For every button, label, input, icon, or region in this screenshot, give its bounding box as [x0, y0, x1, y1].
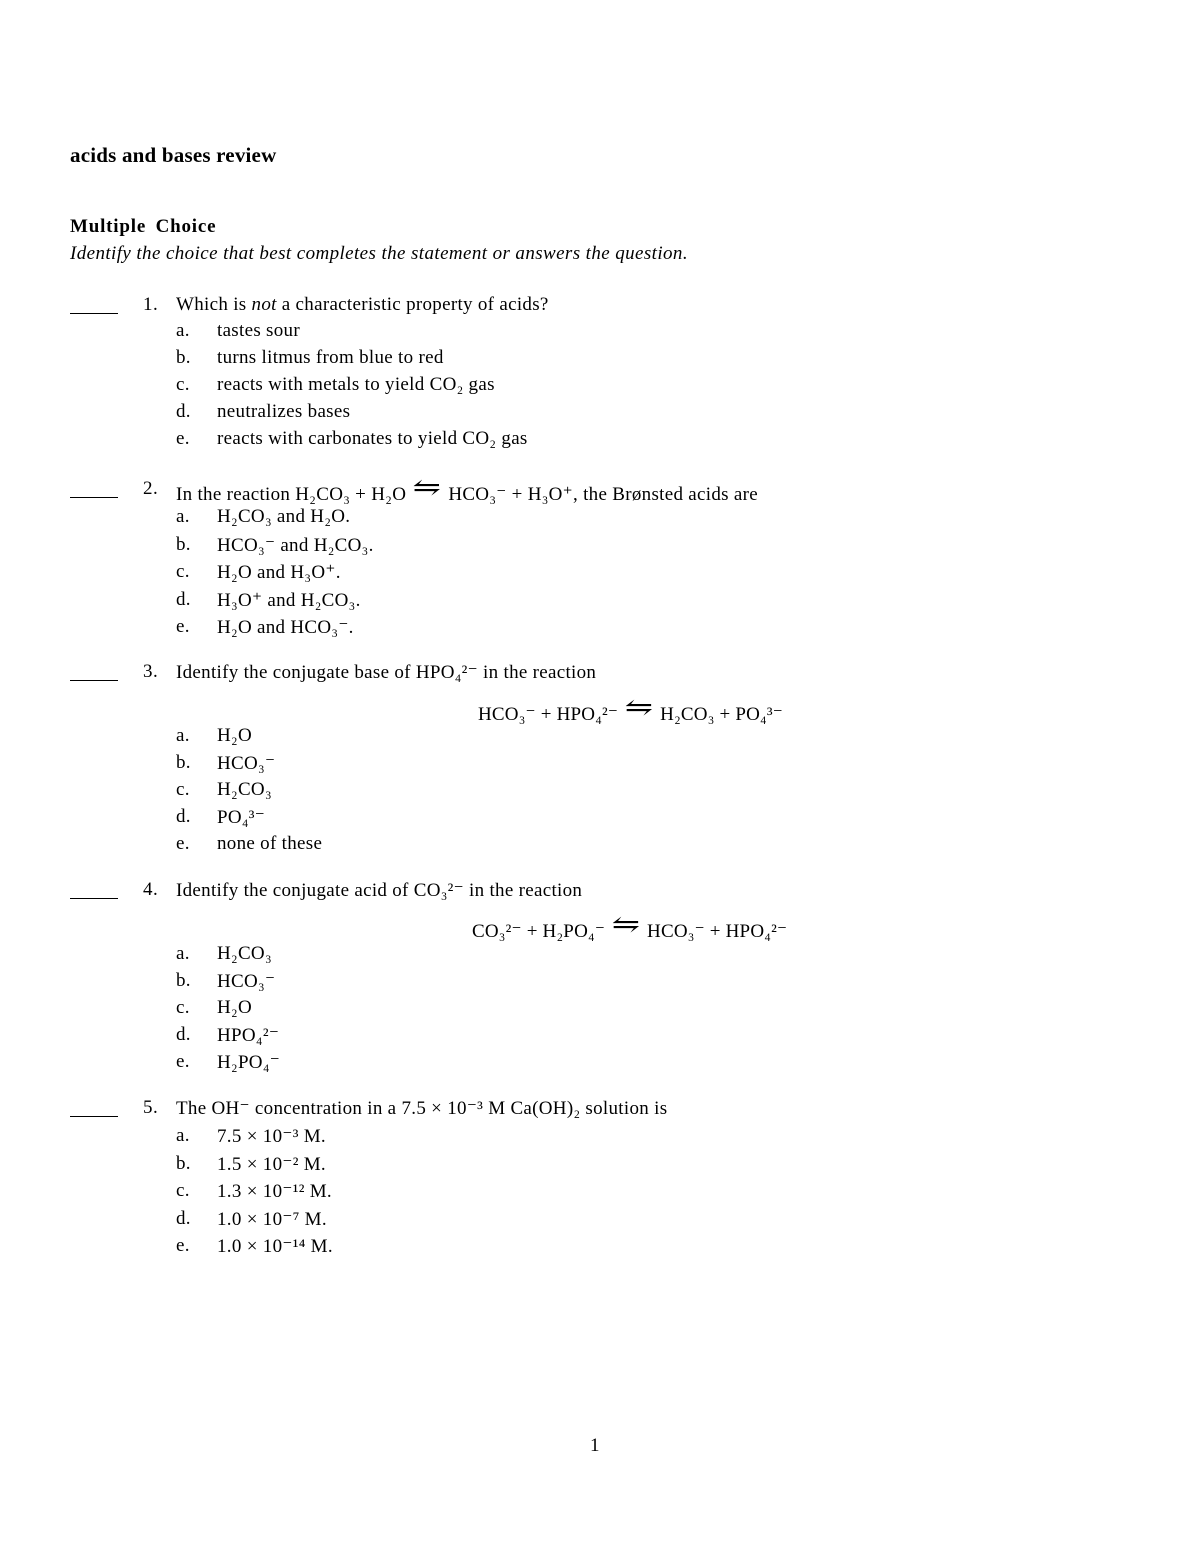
option-c[interactable]	[176, 997, 976, 1024]
section-title: Multiple Choice	[70, 216, 217, 237]
option-b[interactable]	[176, 534, 976, 562]
option-d[interactable]	[176, 806, 976, 833]
option-letter: c.	[176, 997, 190, 1018]
option-e[interactable]	[176, 1051, 976, 1078]
option-letter: d.	[176, 1024, 191, 1045]
option-letter: e.	[176, 1235, 190, 1256]
option-letter: c.	[176, 561, 190, 582]
question-stem: Identify the conjugate base of HPO₄²⁻ in the reaction	[176, 662, 597, 683]
option-letter: b.	[176, 347, 191, 368]
reaction-right: HCO₃⁻ + HPO₄²⁻	[647, 921, 788, 942]
equilibrium-arrow-icon: ⇋	[624, 693, 654, 722]
option-letter: a.	[176, 1125, 190, 1146]
option-text: HCO₃⁻ and H₂CO₃.	[217, 534, 374, 556]
option-b[interactable]	[176, 970, 976, 997]
option-text: reacts with carbonates to yield CO₂ gas	[217, 428, 528, 449]
stem-text: a characteristic property of acids?	[276, 294, 549, 315]
option-a[interactable]	[176, 1125, 976, 1153]
option-text: 1.0 × 10⁻⁷ M.	[217, 1208, 327, 1230]
option-c[interactable]	[176, 561, 976, 589]
option-text: reacts with metals to yield CO₂ gas	[217, 374, 495, 395]
equilibrium-arrow-icon: ⇋	[611, 910, 641, 939]
question-stem: The OH⁻ concentration in a 7.5 × 10⁻³ M Ca(OH)₂ solution is	[176, 1098, 668, 1119]
option-letter: a.	[176, 506, 190, 527]
option-letter: b.	[176, 1152, 191, 1174]
option-d[interactable]	[176, 401, 976, 428]
reaction-left: CO₃²⁻ + H₂PO₄⁻	[472, 921, 606, 942]
answer-blank[interactable]	[70, 496, 118, 498]
reaction-left: HCO₃⁻ + HPO₄²⁻	[478, 704, 619, 725]
option-c[interactable]	[176, 779, 976, 806]
option-e[interactable]	[176, 1235, 976, 1263]
option-letter: b.	[176, 970, 191, 991]
option-text: H₂CO₃	[217, 779, 272, 800]
options-list	[176, 1125, 976, 1263]
option-letter: e.	[176, 428, 190, 449]
document-title: acids and bases review	[70, 143, 277, 167]
option-letter: a.	[176, 320, 190, 341]
option-letter: d.	[176, 806, 191, 827]
option-text: tastes sour	[217, 320, 300, 341]
reaction-equation	[472, 910, 788, 943]
option-text: HCO₃⁻	[217, 971, 276, 992]
option-a[interactable]	[176, 506, 976, 534]
option-text: H₂O and H₃O⁺.	[217, 562, 341, 583]
option-letter: a.	[176, 943, 190, 964]
option-letter: e.	[176, 1051, 190, 1072]
reaction-equation	[478, 693, 783, 726]
answer-blank[interactable]	[70, 679, 118, 681]
option-text: H₂CO₃	[217, 943, 272, 964]
option-d[interactable]	[176, 589, 976, 617]
question-number: 2.	[143, 478, 159, 499]
answer-blank[interactable]	[70, 1115, 118, 1117]
answer-blank[interactable]	[70, 312, 118, 314]
answer-blank[interactable]	[70, 897, 118, 899]
option-text: H₂CO₃ and H₂O.	[217, 506, 351, 527]
question-number: 1.	[143, 294, 159, 315]
option-text: HCO₃⁻	[217, 753, 276, 774]
option-letter: b.	[176, 533, 191, 555]
option-b[interactable]	[176, 347, 976, 374]
option-d[interactable]	[176, 1024, 976, 1051]
question-stem	[176, 294, 549, 316]
option-text: H₂O and HCO₃⁻.	[217, 617, 354, 638]
option-c[interactable]	[176, 374, 976, 401]
instructions: Identify the choice that best completes the statement or answers the question.	[70, 243, 688, 264]
option-letter: d.	[176, 1207, 191, 1229]
option-a[interactable]	[176, 320, 976, 347]
reaction-right: H₂CO₃ + PO₄³⁻	[660, 704, 783, 725]
option-letter: a.	[176, 725, 190, 746]
stem-emphasis: not	[251, 294, 277, 315]
option-text: PO₄³⁻	[217, 807, 266, 828]
option-letter: d.	[176, 401, 191, 422]
option-letter: d.	[176, 588, 191, 610]
option-text: 1.3 × 10⁻¹² M.	[217, 1181, 332, 1202]
options-list	[176, 943, 976, 1078]
question-stem: Identify the conjugate acid of CO₃²⁻ in the reaction	[176, 880, 583, 901]
option-text: 7.5 × 10⁻³ M.	[217, 1126, 326, 1147]
question-stem	[176, 473, 758, 506]
stem-text: Which is	[176, 294, 252, 315]
option-text: H₂PO₄⁻	[217, 1052, 281, 1073]
page-number: 1	[590, 1435, 600, 1456]
option-text: 1.0 × 10⁻¹⁴ M.	[217, 1236, 333, 1257]
question-number: 3.	[143, 661, 159, 682]
option-letter: c.	[176, 779, 190, 800]
option-letter: c.	[176, 374, 190, 395]
options-list	[176, 320, 976, 455]
option-text: neutralizes bases	[217, 401, 351, 422]
option-a[interactable]	[176, 725, 976, 752]
question-number: 5.	[143, 1097, 159, 1118]
option-e[interactable]	[176, 833, 976, 860]
option-letter: c.	[176, 1180, 190, 1201]
option-text: HPO₄²⁻	[217, 1025, 280, 1046]
option-text: 1.5 × 10⁻² M.	[217, 1153, 326, 1175]
option-e[interactable]	[176, 428, 976, 455]
options-list	[176, 506, 976, 644]
equilibrium-arrow-icon: ⇋	[412, 473, 442, 502]
option-letter: e.	[176, 833, 190, 854]
stem-text: In the reaction H₂CO₃ + H₂O	[176, 484, 407, 505]
option-b[interactable]	[176, 1153, 976, 1181]
option-d[interactable]	[176, 1208, 976, 1236]
option-c[interactable]	[176, 1180, 976, 1208]
question-number: 4.	[143, 879, 159, 900]
option-text: turns litmus from blue to red	[217, 347, 444, 368]
option-a[interactable]	[176, 943, 976, 970]
options-list	[176, 725, 976, 860]
option-e[interactable]	[176, 616, 976, 644]
option-text: none of these	[217, 833, 323, 854]
option-text: H₃O⁺ and H₂CO₃.	[217, 589, 361, 611]
stem-text: HCO₃⁻ + H₃O⁺, the Brønsted acids are	[448, 484, 758, 505]
option-b[interactable]	[176, 752, 976, 779]
option-letter: b.	[176, 752, 191, 773]
option-text: H₂O	[217, 997, 252, 1018]
option-text: H₂O	[217, 725, 252, 746]
option-letter: e.	[176, 616, 190, 637]
